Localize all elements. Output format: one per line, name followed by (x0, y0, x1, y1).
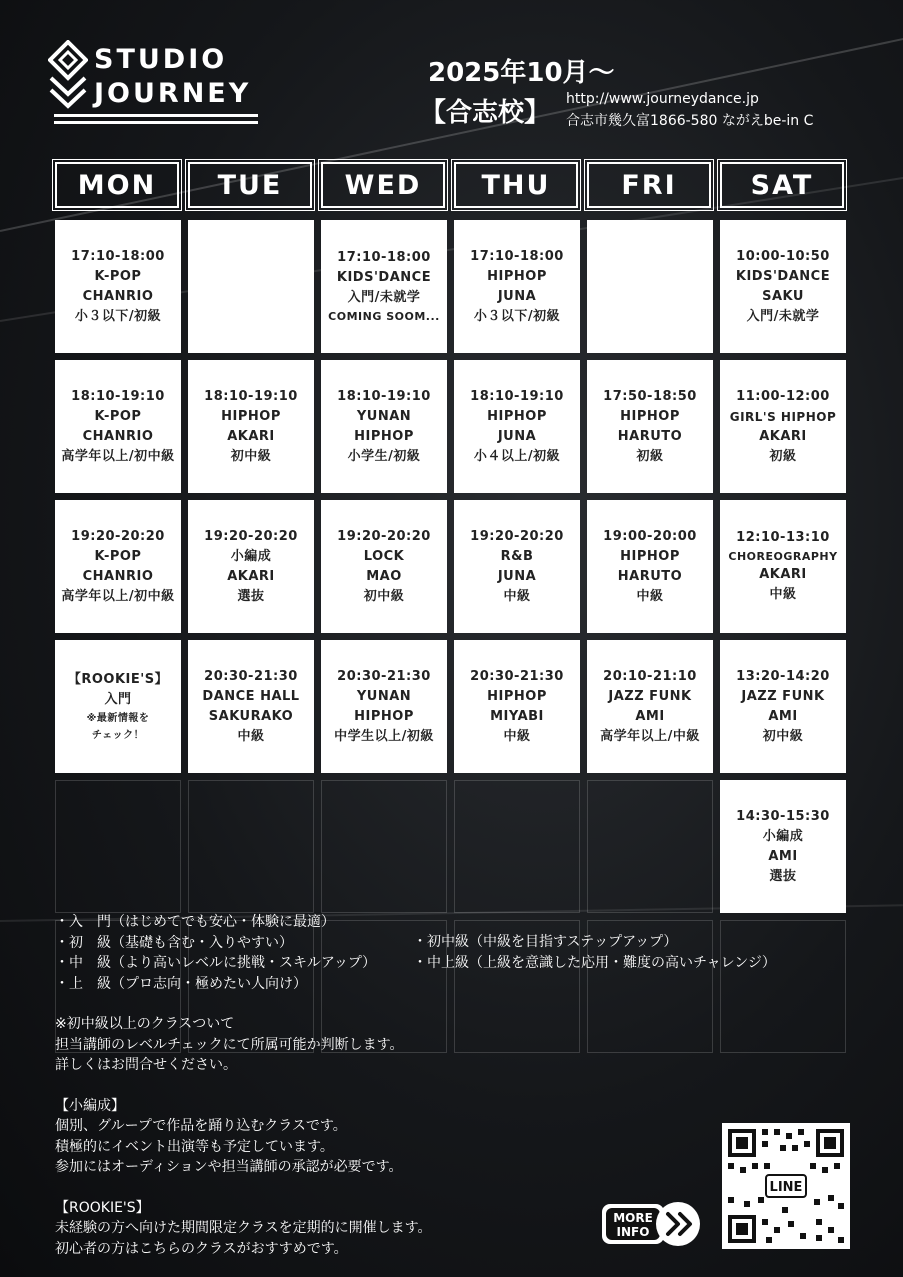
class-time: 17:10-18:00 (470, 248, 564, 264)
website-url[interactable]: http://www.journeydance.jp (566, 91, 759, 107)
empty-slot (454, 780, 580, 913)
class-cell (720, 640, 846, 773)
class-instructor: CHANRIO (82, 288, 154, 304)
class-level: 中級 (636, 588, 664, 604)
level-item: ・初中級（中級を目指すステップアップ） (413, 934, 678, 950)
class-time: 19:20-20:20 (470, 528, 564, 544)
class-cell (720, 220, 846, 353)
studio-address: 合志市幾久富1866-580 ながえbe-in C (566, 113, 814, 129)
class-level: 小学生/初級 (347, 448, 421, 464)
note-line: 初心者の方はこちらのクラスがおすすめです。 (55, 1240, 348, 1257)
class-time: 20:10-21:10 (603, 668, 697, 684)
class-cell (188, 500, 314, 633)
class-level: 選抜 (769, 868, 797, 884)
brand-name-line1: STUDIO (94, 44, 228, 75)
class-note: ※最新情報を (86, 712, 150, 724)
class-cell (587, 500, 713, 633)
class-time: 18:10-19:10 (71, 388, 165, 404)
note-line: 個別、グループで作品を踊り込むクラスです。 (55, 1118, 347, 1134)
class-time: 12:10-13:10 (736, 530, 830, 545)
class-time: 17:50-18:50 (603, 388, 697, 404)
logo-rule (54, 121, 258, 124)
class-instructor: MAO (366, 568, 402, 584)
class-genre: KIDS'DANCE (336, 270, 432, 285)
small-group-heading: 【小編成】 (55, 1097, 125, 1114)
campus-name: 【合志校】 (420, 98, 551, 128)
class-genre: GIRL'S HIPHOP (729, 409, 837, 424)
class-genre: HIPHOP (354, 708, 414, 724)
class-time: 19:20-20:20 (337, 528, 431, 544)
class-time: 10:00-10:50 (736, 248, 830, 264)
class-instructor: AMI (768, 708, 798, 724)
class-instructor: HARUTO (617, 428, 683, 444)
class-level: 小３以下/初級 (473, 308, 561, 324)
more-info-label-line2: INFO (616, 1225, 650, 1239)
class-cell (55, 360, 181, 493)
class-cell (720, 360, 846, 493)
class-genre: HIPHOP (221, 408, 281, 424)
class-instructor: AKARI (759, 428, 807, 444)
note-line: 担当講師のレベルチェックにて所属可能か判断します。 (55, 1036, 404, 1053)
class-level: 中級 (503, 588, 531, 604)
class-level: 初級 (769, 448, 797, 464)
class-instructor: CHANRIO (82, 568, 154, 584)
class-level: 初級 (636, 448, 664, 464)
class-level: 入門/未就学 (746, 308, 820, 324)
note-line: 積極的にイベント出演等も予定しています。 (55, 1138, 334, 1155)
class-genre: KIDS'DANCE (735, 268, 831, 284)
note-line: 参加にはオーディションや担当講師の承認が必要です。 (55, 1159, 403, 1175)
class-genre: JAZZ FUNK (608, 688, 692, 704)
class-genre: LOCK (363, 548, 405, 564)
day-header-fri: FRI (587, 162, 711, 208)
level-item: ・中 級（より高いレベルに挑戦・スキルアップ） (55, 955, 377, 971)
notes-levels-right (413, 932, 776, 973)
day-header-tue: TUE (188, 162, 312, 208)
class-cell (587, 360, 713, 493)
class-cell (321, 220, 447, 353)
class-level: 初中級 (230, 448, 272, 464)
class-instructor: JUNA (497, 288, 537, 304)
class-genre: HIPHOP (354, 428, 414, 444)
class-time: 14:30-15:30 (736, 808, 830, 824)
class-title: 【ROOKIE'S】 (67, 671, 169, 687)
brand-mark-icon (48, 40, 88, 110)
rookies-heading: 【ROOKIE'S】 (55, 1199, 150, 1216)
class-instructor: AMI (635, 708, 665, 724)
brand-name-line2: JOURNEY (94, 78, 252, 109)
class-instructor: SAKU (762, 288, 804, 304)
line-qr-code[interactable] (722, 1123, 850, 1249)
class-time: 19:00-20:00 (603, 528, 697, 544)
class-time: 17:10-18:00 (71, 248, 165, 264)
class-cell (55, 640, 181, 773)
brand-logo (48, 40, 263, 130)
class-instructor: YUNAN (356, 688, 412, 704)
class-level: 高学年以上/中級 (600, 728, 700, 744)
class-time: 17:10-18:00 (337, 250, 431, 265)
class-genre: K-POP (94, 548, 142, 564)
class-cell (321, 640, 447, 773)
class-cell (55, 220, 181, 353)
class-time: 13:20-14:20 (736, 668, 830, 684)
class-genre: CHOREOGRAPHY (728, 550, 838, 563)
class-genre: HIPHOP (487, 408, 547, 424)
class-cell (454, 640, 580, 773)
class-instructor: HARUTO (617, 568, 683, 584)
class-time: 20:30-21:30 (470, 668, 564, 684)
class-cell (454, 360, 580, 493)
level-item: ・入 門（はじめてでも安心・体験に最適） (55, 914, 335, 930)
class-time: 18:10-19:10 (204, 388, 298, 404)
class-note: チェック！ (91, 729, 145, 741)
class-note: COMING SOOM... (328, 310, 440, 323)
class-level: 入門/未就学 (347, 290, 421, 305)
more-info-label-line1: MORE (613, 1211, 653, 1225)
qr-line-label: LINE (769, 1180, 803, 1195)
day-header-sat: SAT (720, 162, 844, 208)
class-instructor: AKARI (227, 568, 275, 584)
class-genre: K-POP (94, 408, 142, 424)
class-cell (188, 640, 314, 773)
empty-slot (321, 780, 447, 913)
class-time: 20:30-21:30 (204, 668, 298, 684)
note-line: ※初中級以上のクラスついて (55, 1016, 235, 1032)
class-level: 小４以上/初級 (473, 448, 561, 464)
class-genre: HIPHOP (487, 688, 547, 704)
logo-rule (54, 114, 258, 117)
class-genre: HIPHOP (620, 548, 680, 564)
class-time: 11:00-12:00 (736, 388, 830, 404)
notes-section (55, 912, 431, 1259)
class-level: 高学年以上/初中級 (61, 448, 175, 464)
class-genre: R&B (500, 548, 534, 564)
class-cell (321, 500, 447, 633)
page-title: 2025年10月〜 (428, 58, 615, 88)
class-genre: K-POP (94, 268, 142, 284)
day-header-mon: MON (55, 162, 179, 208)
level-item: ・中上級（上級を意識した応用・難度の高いチャレンジ） (413, 954, 776, 971)
class-instructor: SAKURAKO (208, 708, 294, 724)
class-time: 19:20-20:20 (71, 528, 165, 544)
class-genre: 小編成 (762, 828, 804, 844)
class-level: 中級 (769, 587, 797, 602)
class-genre: HIPHOP (487, 268, 547, 284)
class-level: 初中級 (363, 588, 405, 604)
class-cell (587, 640, 713, 773)
level-item: ・初 級（基礎も含む・入りやすい） (55, 934, 293, 951)
class-genre: DANCE HALL (202, 688, 300, 704)
class-instructor: AKARI (759, 567, 807, 582)
class-level: 中級 (503, 728, 531, 744)
class-cell (720, 500, 846, 633)
class-cell (454, 220, 580, 353)
class-level: 初中級 (762, 728, 804, 744)
class-genre: 小編成 (230, 548, 272, 564)
class-instructor: CHANRIO (82, 428, 154, 444)
class-instructor: JUNA (497, 568, 537, 584)
class-instructor: YUNAN (356, 408, 412, 424)
class-level: 選抜 (237, 588, 265, 604)
class-time: 19:20-20:20 (204, 528, 298, 544)
class-instructor: AMI (768, 848, 798, 864)
class-cell (720, 780, 846, 913)
class-instructor: MIYABI (490, 708, 544, 724)
class-genre: HIPHOP (620, 408, 680, 424)
class-level: 中級 (237, 728, 265, 744)
class-level: 中学生以上/初級 (334, 728, 434, 744)
class-time: 20:30-21:30 (337, 668, 431, 684)
class-cell (55, 500, 181, 633)
class-cell (188, 360, 314, 493)
note-line: 未経験の方へ向けた期間限定クラスを定期的に開催します。 (55, 1220, 432, 1236)
class-genre: JAZZ FUNK (741, 688, 825, 704)
class-cell (321, 360, 447, 493)
empty-slot (587, 780, 713, 913)
class-cell (454, 500, 580, 633)
level-item: ・上 級（プロ志向・極めたい人向け） (55, 975, 307, 992)
note-line: 詳しくはお問合せください。 (55, 1057, 237, 1073)
class-cell-empty (587, 220, 713, 353)
class-level: 入門 (104, 691, 132, 707)
more-info-button[interactable] (600, 1200, 704, 1248)
class-level: 高学年以上/初中級 (61, 588, 175, 604)
class-level: 小３以下/初級 (74, 308, 162, 324)
class-instructor: AKARI (227, 428, 275, 444)
empty-slot (188, 780, 314, 913)
class-cell-empty (188, 220, 314, 353)
day-header-wed: WED (321, 162, 445, 208)
class-time: 18:10-19:10 (470, 388, 564, 404)
empty-slot (55, 780, 181, 913)
class-instructor: JUNA (497, 428, 537, 444)
day-header-thu: THU (454, 162, 578, 208)
class-time: 18:10-19:10 (337, 388, 431, 404)
